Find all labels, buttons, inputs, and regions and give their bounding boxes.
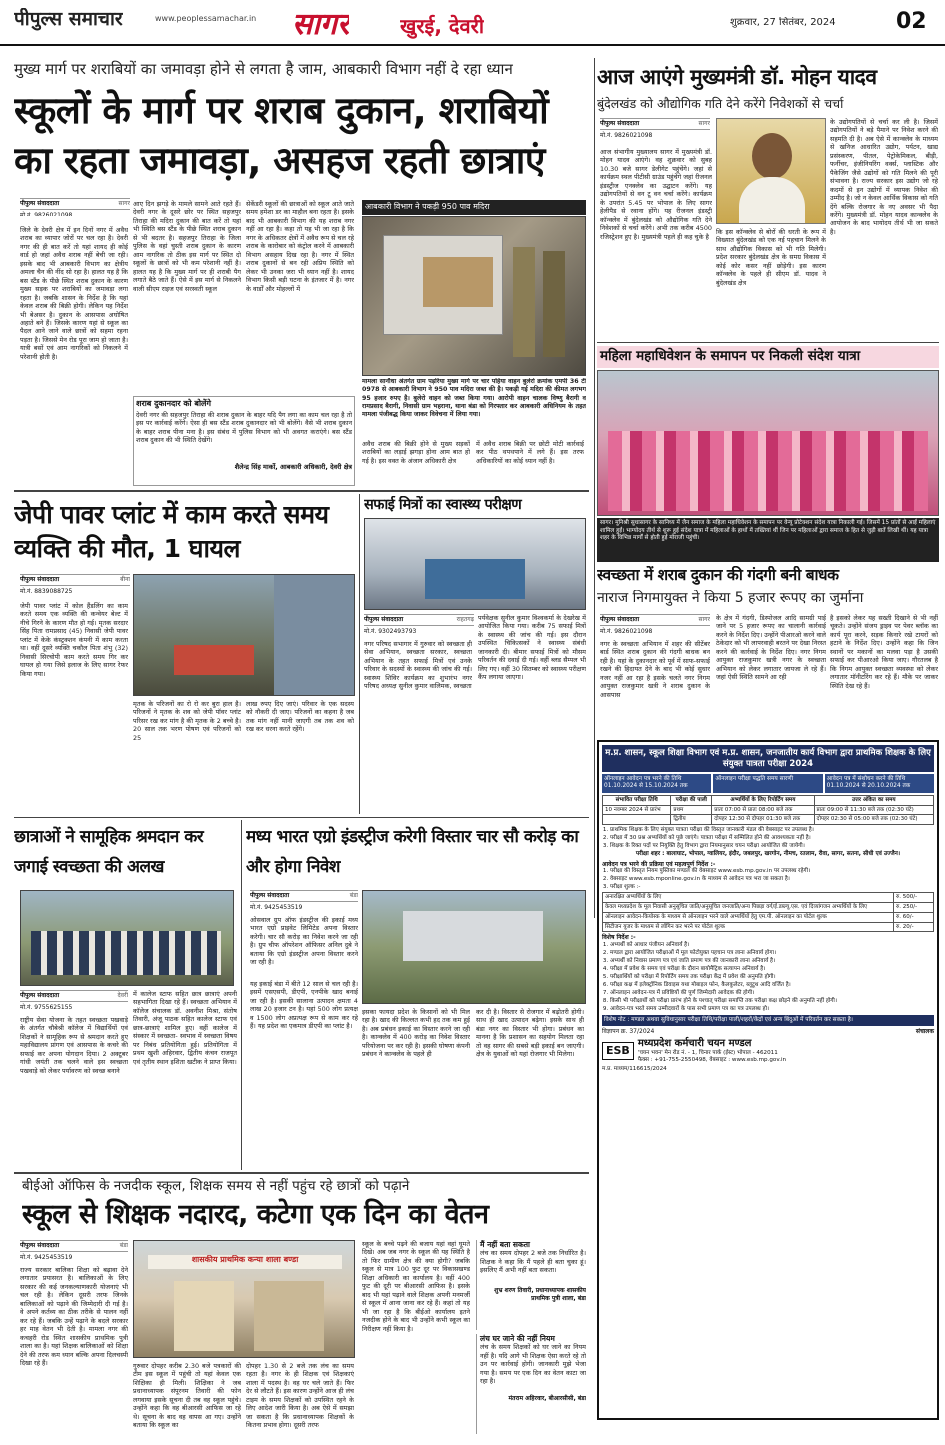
agro-byline: पीपुल्स संवाददाता बंडा मो.नं. 9425453519 [250, 892, 358, 911]
city-name: सागर [292, 7, 350, 42]
agro-headline: मध्य भारत एग्रो इंडस्ट्रीज करेगी विस्तार चार सौ करोड़ का और होगा निवेश [246, 827, 579, 877]
shram-byline: पीपुल्स संवाददाता देवरी मो.नं. 9755625155 [20, 992, 128, 1011]
teacher-col-1: राज्य सरकार बालिका शिक्षा को बढ़ावा देने लगातार प्रयासरत है। बालिकाओं के लिए सरकार की कई जनकल्याणकारी योजनाएं भी चल रही है। लेकिन दूसरी तरफ जिनके बालिकाओं को पढ़ाने की जिम्मेदारी दी गई है। वे अपने कर्तव्य का ठीक तरीके से पालन नहीं कर रहे हैं। जबकि उन्हें पढ़ाने के बदले सरकार हर माह वेतन भी देती है। मामला नगर की कचहरी रोड स्थित शासकीय प्राथमिक पुत्री शाला का है। यहां शिक्षक बालिकाओं को शिक्षा देने की तरफ कम ध्यान बल्कि अपना दिलचस्पी दिखा रहे हैं। [20, 1266, 128, 1367]
excise-box-text: देवरी नगर की सहजपुर तिराहा की शराब दुकान के बाहर यदि पैग लगा का काम चल रहा है तो इस पर कार्रवाई करेंगे। ऐसा ही बस स्टैंड शराब दुकानदार को भी बोलेंगे। वैसे भी शराब दुकान के बाहर शराब पीना मना है। इस संबंध में पुलिस विभाग को भी अवगत कराएंगे। बस स्टैंड शराब दुकान की भी स्थिति देखेंगे। [136, 411, 352, 445]
shram-photo [20, 890, 234, 986]
safai-photo [364, 518, 586, 610]
shram-col-2: में कालेज स्टाफ सहित छात्र छात्राएं अपनी सहभागिता दिखा रहे हैं। स्वच्छता अभियान में कॉलेज संचालक डॉ. अवनीश मिश्रा, संतोष तिवारी, अंजू पाठक सहित कालेज स्टाफ एवं छात्र-छात्राएं शामिल हुए। वहीं कालेज में संस्कार में स्वच्छता- स्वभाव में स्वच्छता विषय पर निबंध प्रतियोगिता हुई। प्रतियोगिता में प्रथम खुशी अहिरवार, द्वितीय कंचन राजपूत एवं तृतीय स्थान इशिता खटीक ने प्राप्त किया। [133, 990, 237, 1066]
cm-portrait [716, 118, 826, 224]
raid-caption: मामला सानौधा अंतर्गत ग्राम पड़रिया मुख्य मार्ग पर चार पहिया वाहन बुलेरो क्रमांक एमपी 36 टी 0978 से आबकारी विभाग ने 950 पाव मदिरा जब्त की है। पकड़ी गई मदिरा की कीमत लगभग 95 हजार रुपए है। बुलेरो वाहन को जब्त किया गया। आरोपी वाहन चालक विष्णु बैरागी व रामप्रसाद बैरागी, निवासी ग्राम भहराना, थाना बंडा को गिरफ्तार कर आबकारी अधिनियम के तहत मामला पंजीबद्ध किया जाकर विवेचना में लिया गया। [362, 378, 586, 419]
lead-col-1: जिले के देवरी क्षेत्र में इन दिनों नगर में अवैध शराब का व्यापार जोरों पर चल रहा है। देवरी नगर की ही बात करें तो यहां शायद ही कोई वार्ड हो जहां अवैध शराब नहीं बेची जा रही। इसके बाद भी आबकारी विभाग का क्षेत्रीय अमला चैन की नींद सो रहा है। हालत यह है कि बस स्टैंड के पीछे स्थित शराब दुकान के कारण मुख्य सड़क पर शराबियों का जमावड़ा लगा रहता है। जबकि शासन के निर्देश है कि यहां केवल शराब की बिक्री होगी। लेकिन यह निर्देश भी बेअसर है। दुकान के आसपास अघोषित अहाते बने हैं। जिसके कारण यहां से स्कूल का पैदल आने जाने वाले छात्रों को सहमा रहना पड़ता है। जिससे मेन रोड पूरा जाम हो जाता है। यात्री बसों एवं आम नागरिकों को निकलने में परेशानी होती है। [20, 226, 128, 361]
officer-figure [543, 251, 565, 357]
ad-ref: विज्ञापन क्र. 37/2024 [602, 1028, 655, 1036]
ad-address: 'चयन भवन' मेन रोड नं. - 1, चिनार पार्क (ईस्ट) भोपाल - 462011 [637, 1050, 778, 1057]
safai-col-1: नगर परिषद सभागार में गुरुवार को स्वच्छता ही सेवा अभियान, स्वच्छता सरकार, स्वच्छता अभियान के तहत सफाई मित्रों एवं उनके परिवार के सदस्यों के स्वास्थ्य की जांच की गई। स्वास्थ्य शिविर कार्यक्रम का शुभारंभ नगर परिषद अध्यक्ष सुनील कुमार वालिमक, स्वच्छता [364, 640, 472, 691]
cm-byline: पीपुल्स संवाददाता सागर मो.नं. 9826021098 [600, 120, 710, 139]
excise-box [133, 396, 355, 486]
newspaper-logo: पीपुल्स समाचार [14, 8, 123, 30]
fee-table [602, 892, 934, 933]
teacher-kicker: बीईओ ऑफिस के नजदीक स्कूल, शिक्षक समय से नहीं पहुंच रहे छात्रों को पढ़ाने [22, 1178, 410, 1194]
teacher-col-2: गुरुवार दोपहर करीब 2.30 बजे पत्रकारों की टीम इस स्कूल में पहुंची तो यहां केवल एक शिक्षिका ही मिली। शिक्षिका ने जब प्रधानाध्यापक संपूरनम तिवारी की फोन लगवाया इसके सूचना दी तब वह स्कूल पहुंचे। उन्होंने कहा कि वह बीआरसी आफिस जा रहे थे। सूचना के बाद वह वापस आ गए। उन्होंने बताया कि स्कूल का [133, 1362, 241, 1430]
cm-col-1: आज संभागीय मुख्यालय सागर में मुख्यमंत्री डॉ. मोहन यादव आएंगे। वह शुक्रवार को सुबह 10.30 बजे सागर डेलीगेट पहुंचेंगे। जहां से कार्यक्रम स्थल पीटीसी ग्राउंड पहुंचेंगे जहां रीजनल इंडस्ट्रीज एनक्लेव का उद्घाटन करेंगे। यह उद्योगपतियों से वन टू वन चर्चा करेंगे। कार्यक्रम के उपरांत 5.45 पर भोपाल के लिए सागर हेलीपैड से रवाना होंगे। यह रीजनल इंडस्ट्री कॉन्क्लेव में बुंदेलखंड को औद्योगिक गति देने निवेशकों से चर्चा करेंगे। अभी तक करीब 4500 रजिस्ट्रेशन हुए है। मुख्यमंत्री पहले ही कह चुके है [600, 148, 712, 241]
esb-logo: ESB [602, 1042, 634, 1060]
table-row: सिटीजन यूजर के माध्यम से लॉगिन कर भरने पर पोर्टल शुल्क रु. 20/- [603, 922, 934, 932]
byline-phone: मो.नं. 9826021098 [20, 211, 73, 216]
officer-figure [513, 247, 535, 357]
ad-centers: परीक्षा शहर : बालाघाट, भोपाल, ग्वालियर, इंदौर, जबलपुर, खरगोन, नीमच, रतलाम, रीवा, सागर, सतना, सीधी एवं उज्जैन। [635, 851, 901, 858]
exam-advertisement [597, 740, 939, 1420]
mahila-headline: महिला महाधिवेशन के समापन पर निकली संदेश यात्रा [597, 346, 939, 368]
agro-col-3: इसका फायदा प्रदेश के किसानों को भी मिल रहा है। खाद की किल्लत कभी हद तक कम हुई है। अब प्रबंधन इकाई का विस्तार करने जा रही है। कान्क्लेव में 400 करोड़ का निवेश विस्तार परियोजना पर कर रही है। इसकी घोषणा कंपनी प्रबंधन ने कान्क्लेव के पहले ही [362, 1008, 470, 1059]
exam-schedule-table: संभावित परीक्षा तिथि परीक्षा की पाली अभ्यर्थियों के लिए रिपोर्टिंग समय उत्तर अंकित का समय 10 नवम्बर 2024 से प्रारंभ प्रथम प्रातः 07:00 से प्रातः 08:00 बजे तक प्रातः 09:00 से 11:30 बजे तक (02:30 घंटे) द्वितीय दोपहर 12:30 से दोपहर 01:30 बजे तक दोपहर 02:30 से 05:00 बजे तक (02:30 घंटे) [602, 795, 934, 826]
jp-col-3: लाख रुपए दिए जाएं। परिवार के एक सदस्य को नौकरी दी जाए। परिजनों का कहना है जब तक मांग नहीं मानी जाएगी तब तक शव को रख कर धरना करते रहेंगे। [246, 700, 354, 734]
website-url[interactable]: www.peoplessamachar.in [155, 14, 257, 23]
teacher-col-4: स्कूल के बच्चे पढ़ने की बजाय यहां वहां घूमते दिखे। अब जब नगर के स्कूल की यह स्थिति है तो फिर ग्रामीण क्षेत्र की क्या होगी? जबकि स्कूल से मात्र 100 फुट दूर पर विकासखण्ड शिक्षा अधिकारी का कार्यालय है। वहीं 400 फुट की दूरी पर बीआरसी आफिस है। इसके बाद भी यहां पढ़ाने वाले शिक्षक अपनी मनमर्जी से स्कूल में आना जाना कर रहे हैं। कहां तो यह भी जा रहा है कि बीईओ कार्यालय इतने नजदीक होने के बाद भी उन्होंने कभी स्कूल का निरीक्षण नहीं किया है। [362, 1240, 470, 1333]
ad-rules: 1. अभ्यर्थी को आधार पंजीयन अनिवार्य है। 2. मण्डल द्वारा आयोजित परीक्षाओं में मूल फोटोयुक्त पहचान पत्र लाना अनिवार्य होगा। 3. अभ्यर्थी को निवास प्रमाण पत्र एवं जाति प्रमाण पत्र की जानकारी लाना अनिवार्य है। 4. परीक्षा में प्रवेश के समय एवं परीक्षा के दौरान बायोमैट्रिक सत्यापन अनिवार्य है। 5. परीक्षार्थियों को परीक्षा में रिपोर्टिंग समय तक परीक्षा केंद्र में प्रवेश की अनुमति होगी। 6. परीक्षा कक्ष में इलेक्ट्रॉनिक डिवाइस यथा मोबाइल फोन, कैलकुलेटर, ब्लूटूथ आदि वर्जित है। 7. ऑनलाइन आवेदन-पत्र में प्रविष्टियों की पूर्ण जिम्मेदारी आवेदक की होगी। 8. किसी भी परीक्षार्थी को परीक्षा प्रारंभ होने के पश्चात् परीक्षा समाप्ति तक परीक्षा कक्ष छोड़ने की अनुमति नहीं होगी। 9. आवेदन-पत्र भरते समय उम्मीदवारों के पास सभी प्रमाण पत्र का पत्र उपलब्ध हो। [602, 942, 934, 1013]
jp-col-2: मृतक के परिजनों का रो रो कर बुरा हाल है। परिजनों ने मृतक के शव को जेपी पॉवर प्लांट परिसर रख कर मांग है की मृतक के 2 बच्चे है। 20 साल तक भरण पोषण एवं परिजनों को 25 [133, 700, 241, 742]
page-number: 02 [896, 9, 927, 34]
school-photo [133, 1240, 355, 1358]
lead-headline: स्कूलों के मार्ग पर शराब दुकान, शराबियों का रहता जमावड़ा, असहज रहती छात्राएं [14, 89, 549, 182]
agro-col-4: कर दी है। विस्तार से रोजगार में बढ़ोतरी होगी। साथ ही खाद उत्पादन बढ़ेगा। इसके साथ ही बंडा नगर का विस्तार भी होगा। प्रबंधन का मानना है कि प्रशासन का सहयोग मिलता रहा तो वह सागर की सबसे बड़ी इकाई बन जाएगी। क्षेत्र के युवाओं को यहां रोजगार भी मिलेगा। [476, 1008, 584, 1059]
table-row: 10 नवम्बर 2024 से प्रारंभ प्रथम प्रातः 07:00 से प्रातः 08:00 बजे तक प्रातः 09:00 से 11:30 बजे तक (02:30 घंटे) [603, 805, 934, 815]
cm-subheadline: बुंदेलखंड को औद्योगिक गति देने करेंगे निवेशकों से चर्चा [597, 96, 844, 111]
ad-contact[interactable]: फैक्स : +91-755-2550498, वेबसाइट : www.esb.mp.gov.in [637, 1057, 787, 1064]
swachh-col-2: के क्षेत्र में गंदगी, डिस्पोजल आदि सामग्री पाई जाने पर 5 हजार रूपए का चालानी कार्रवाई करने के निर्देश दिए। उन्होंने पीआरओ करने वाले ठेकेदार को भी लापरवाही बरतने पर देखा निरस्त करने की कार्रवाई के निर्देश दिए। नगर निगम आयुक्त राजकुमार खत्री नगर के स्वच्छता अभियान को लेकर लगातार जायजा ले रहे हैं। जहां ऐसी स्थिति सामने आ रही [716, 614, 826, 682]
ad-board: मध्यप्रदेश कर्मचारी चयन मण्डल [637, 1037, 752, 1049]
jp-byline: पीपुल्स संवाददाता बीना मो.नं. 8839088725 [20, 576, 130, 595]
raid-header: आबकारी विभाग ने पकड़ी 950 पाव मदिरा [362, 200, 586, 215]
factory-sheds [403, 911, 543, 961]
ad-notes: 1. प्राथमिक शिक्षक के लिए संयुक्त पात्रता परीक्षा की विस्तृत जानकारी मंडल की वेबसाइट पर उपलब्ध है। 2. परीक्षा में 30 प्रश्न अभ्यर्थियों को पूछे जाएंगे। पात्रता परीक्षा में सम्मिलित होने की आवश्यकता नहीं है। 3. शिक्षक के रिक्त पदों पर नियुक्ति हेतु विभाग द्वारा नियमानुसार चयन परीक्षा आयोजित की जायेगी। [602, 827, 934, 850]
excise-box-title: शराब दुकानदार को बोलेंगे [136, 399, 211, 408]
table-row: द्वितीय दोपहर 12:30 से दोपहर 01:30 बजे तक दोपहर 02:30 से 05:00 बजे तक (02:30 घंटे) [603, 815, 934, 825]
students-group [31, 931, 221, 975]
school-building [174, 1281, 234, 1351]
agro-col-1: ओसवाल ग्रुप ऑफ इंडस्ट्रीज की इकाई मध्य भारत एग्रो प्राइवेट लिमिटेड अपना विस्तार करेगी। चार सौ करोड़ का निवेश करने जा रही है। ग्रुप चीफ ऑपरेशन ऑफिसर अनिल दुबे ने बताया कि एग्रो इंडस्ट्रीज अपना विस्तार करने जा रही है। [250, 916, 358, 967]
table-row: केवल मध्यप्रदेश के मूल निवासी अनुसूचित जाति/अनुसूचित जनजाति/अन्य पिछड़ा वर्ग/ई.डब्ल्यू.एस. एवं दिव्यांगजन अभ्यर्थियों के लिए रु. 250/- [603, 902, 934, 912]
swachh-byline: पीपुल्स संवाददाता सागर मो.नं. 9826021098 [600, 616, 710, 635]
ad-number: म.प्र. माध्यम/116615/2024 [602, 1066, 667, 1073]
shram-col-1: राष्ट्रीय सेवा योजना के तहत स्वच्छता पखवाड़े के अंतर्गत चौबेश्री कॉलेज में विद्यार्थियों एवं शिक्षकों ने सामूहिक रूप से श्रमदान करते हुए महाविद्यालय प्रांगण एवं आसपास के कचरे की सफाई कर अपना योगदान दिया। 2 अक्टूबर गांधी जयंती तक चलने वाले इस स्वच्छता पखवाड़े को लेकर पर्यावरण को स्वच्छ बनाने [20, 1016, 128, 1075]
ad-howto: आवेदन पत्र भरने की प्रक्रिया एवं महत्वपूर्ण निर्देश :- [602, 860, 716, 868]
cm-headline: आज आएंगे मुख्यमंत्री डॉ. मोहन यादव [597, 65, 877, 89]
ad-footnote: विशेष नोट : मण्डल अथवा सुविधानुसार परीक्षा तिथि/परीक्षा पाली/शहरों/केंद्रों एवं अन्य बिंदुओं में परिवर्तन कर सकता है। [602, 1015, 934, 1026]
raid-col-2: में अवैध शराब बिक्री पर छोटी मोटी कार्रवाई कर पीठ थपथपाने में लगे हैं। इस तरफ अधिकारियों का कोई ध्यान नहीं है। [476, 440, 584, 465]
cm-kurta [739, 177, 805, 224]
issue-date: शुक्रवार, 27 सितंबर, 2024 [730, 17, 836, 28]
lead-kicker: मुख्य मार्ग पर शराबियों का जमावड़ा होने से लगता है जाम, आबकारी विभाग नहीं दे रहा ध्यान [14, 60, 513, 78]
swachh-headline: स्वच्छता में शराब दुकान की गंदगी बनी बाधक [597, 566, 839, 584]
mahila-photo [597, 370, 939, 516]
jp-col-1: जेपी पावर प्लांट में कोल हैंडलिंग का काम करते समय एक व्यक्ति की कन्वेयर बेल्ट में नीचे गिरने के कारण मौत हो गई। मृतक सरदार सिंह पिता रामप्रसाद (45) निवासी जेपी पावर प्लांट में केके कंस्ट्रक्शन कंपनी में काम करता था। वहीं दूसरे व्यक्ति चकौल पिता शंभु (32) निवासी सिरचोपी काम करते समय गिर कर घायल हो गया जिसे इलाज के लिए सागर रेफर किया गया। [20, 602, 128, 678]
safai-headline: सफाई मित्रों का स्वास्थ्य परीक्षण [364, 497, 522, 513]
school-gate [254, 1281, 324, 1351]
cm-col-3: के उद्योगपतियों से चर्चा कर ली है। जिसमें उद्योगपतियों ने बड़े पैमाने पर निवेश करने की सहमति दी है। अब ऐसे में कान्क्लेव के माध्यम से खनिज आधारित उद्योग, पर्यटन, खाद्य प्रसंस्करण, पीतल, पेट्रोकेमिकल, बीड़ी, फर्नीचर, इंजीनियरिंग वर्क्स, प्लास्टिक और पैकेजिंग जैसे उद्योगों को गति मिलने की पूरी संभावना है। राज्य सरकार इस उद्योग जो रहे कदमों से इन उद्योगों में व्यापक निवेश की उम्मीद है। जो न केवल आर्थिक विकास को गति देंगे बल्कि रोजगार के नए अवसर भी पैदा करेंगे। मुख्यमंत्री डॉ. मोहन यादव कान्क्लेव के आयोजन के बाद भायोदय तीर्थ भी जा सकते है। [830, 118, 938, 236]
safai-col-2: पर्यवेक्षक सुनील कुमार विश्वकर्मा के देखरेख में आयोजित किया गया। करीब 75 सफाई मित्रों के स्वास्थ्य की जांच की गई। इस दौरान उपस्थित चिकित्सकों ने स्वास्थ्य संबंधी जानकारी दी। बीमार सफाई मित्रों को मौसम परिवर्तन की दवाई दी गई। वहीं ब्लड सैम्पल भी लिए गए। वहीं 30 सितम्बर को स्वास्थ्य परीक्षण कैंप लगाया जाएगा। [478, 614, 586, 682]
masthead [0, 0, 945, 46]
jp-photo [133, 574, 355, 696]
agro-col-2: यह इकाई बंडा में बीते 12 साल से चल रही है। इसमें एसएसपी, डीएपी, एनपीके खाद बनाई जा रही है। इसकी सालाना उत्पादन क्षमता 4 लाख 20 हजार टन है। यहां 500 लोग प्रत्यक्ष व 1500 लोग अप्रत्यक्ष रूप से काम कर रहे हैं। यह प्रदेश का एकमात्र डीएपी का प्लांट है। [250, 980, 358, 1031]
cm-face [752, 133, 792, 179]
sub-city: खुरई, देवरी [400, 14, 485, 38]
ad-special: विशेष निर्देश :- [602, 934, 636, 942]
ad-date-3: आवेदन पत्र में संशोधन करने की तिथि 01.10.2024 से 20.10.2024 तक [825, 774, 934, 792]
lead-col-2: आए दिन झगड़े के मामले सामने आते रहते हैं। देवरी नगर के दूसरे छोर पर स्थित सहजपुर तिराहा की मदिरा दुकान की बात करें तो यहां भी स्थिति बस स्टैंड के पीछे स्थित शराब दुकान से भी बदतर है। सहजपुर तिराहा के जिला पुलिस के वहां चुस्ती शराब दुकान के कारण आम नागरिक तो ठीक इस मार्ग पर स्थित दो स्कूलों के छात्रों को भी कम परेशानी नहीं है। हालत यह है कि मुख्य मार्ग पर ही शराबी पैग लगाते बैठे जाते हैं। ऐसे में इस मार्ग से निकलने वाली सीएम राइज एवं सरस्वती स्कूल [133, 200, 241, 293]
ad-date-1: ऑनलाइन आवेदन पत्र भरने की तिथि 01.10.2024 से 15.10.2024 तक [602, 774, 711, 792]
agro-plant-photo [362, 890, 586, 1004]
principal-quote: मैं नहीं बता सकता लंच का समय दोपहर 2 बजे तक निर्धारित है। शिक्षक ने कहा कि मैं पहले ही बता चुका हूं। इसलिए मैं अभी नहीं बता सकता। शुभ्र शरण तिवारी, प्रधानाध्यापक शासकीय प्राथमिक पुत्री शाला, बंडा [476, 1240, 586, 1330]
women-procession [608, 431, 928, 511]
ad-steps: 1. परीक्षा की विस्तृत नियम पुस्तिका मण्डल की वेबसाइट www.esb.mp.gov.in पर उपलब्ध रहेगी। 2. वेबसाइट www.esb.mponline.gov.in के माध्यम से आवेदन पत्र भरा जा सकता है। 3. परीक्षा शुल्क :- [602, 868, 934, 891]
jp-headline: जेपी पावर प्लांट में काम करते समय व्यक्ति की मौत, 1 घायल [14, 500, 329, 563]
mahila-caption: सागर। मुनिश्री सुधासागर के सानिध्य में जैन समाज के महिला महाधिवेशन के समापन पर वेन्यू प्रोटेक्शन संदेश यात्रा निकाली गई। जिसमें 15 प्रांतों से आईं महिलाएं शामिल हुईं। भाग्योदय तीर्थ से शुरू हुई संदेश यात्रा में महिलाओं के हाथों में तख्तियां थीं जिन पर महिलाओं द्वारा समाज के हित से जुड़ी बातें लिखी थीं। यह यात्रा शहर के विभिन्न मार्गों से होती हुई मोराजी पहुंची। [597, 518, 939, 562]
health-camp-table [425, 559, 525, 599]
byline-place: सागर [118, 200, 130, 207]
teacher-col-3: दोपहर 1.30 से 2 बजे तक लंच का समय रहता है। नगर के ही शिक्षक एवं शिक्षकाएं शाला में पदस्थ है। वह घर चले जाते हैं। फिर देर से लौटते हैं। इस कारण उन्होंने आज ही लंच टाइम के समय शिक्षकों को उपस्थित रहने के लिए आदेश जारी किया है। अब ऐसे में समझा जा सकता है कि प्रधानाध्यापक शिक्षकों के कितना प्रभाव होगा। दूसरी तरफ [246, 1362, 354, 1430]
brcc-quote: लंच घर जाने की नहीं नियम लंच के समय शिक्षकों को घर जाने का नियम नहीं है। यदि आगे भी शिक्षक ऐसा करते रहे तो उन पर कार्रवाई होगी। जानकारी मुझे भेजा गया है। समय पर एक दिन का वेतन काटा जा रहा है। मंतराम अहिरवार, बीआरसीसी, बंडा [476, 1334, 586, 1434]
crowd-figure [174, 645, 254, 675]
safai-byline: पीपुल्स संवाददाता राहतगढ़ मो.नं. 9302493793 [364, 616, 474, 635]
swachh-col-1: नगर के स्वच्छता अभियान में शहर की सीटेंबर बार्ड स्थित शराब दुकान की गंदगी बाधक बन रही है। यहां के दुकानदार को पूर्व में साफ-सफाई रखने की हिदायत देने के बाद भी कोई सुधार नजर नहीं आ रहा है इसके चलते नगर निगम आयुक्त राजकुमार खत्री ने शराब दुकान के आसपास [600, 640, 710, 699]
lead-col-3: सेकेंडरी स्कूलों की छात्राओं को स्कूल आते जाते समय हमेशा डर का माहौल बना रहता है। इसके बाद भी आबकारी विभाग की यह शराब नगर नहीं आ रहा है। कहा तो यह भी जा रहा है कि नगर के अधिकतर क्षेत्रों में अवैध रूप से चल रहे शराब के कारोबार को कंट्रोल करने में आबकारी विभाग असहाय दिख रहा है। नगर में स्थित शराब दुकानों से बन रही अप्रिय स्थिति को लेकर भी उनका जरा भी ध्यान नहीं है। शायद विभाग किसी बड़ी घटना के इंतजार में है। नगर के वार्डों और मोहल्लों में [246, 200, 354, 293]
liquor-cartons-image [423, 257, 493, 307]
swachh-subheadline: नाराज निगमायुक्त ने किया 5 हजार रूपए का जुर्माना [597, 590, 864, 606]
ad-sanchalak: संचालक [915, 1028, 934, 1036]
byline-name: पीपुल्स संवाददाता [20, 200, 60, 207]
ad-title: म.प्र. शासन, स्कूल शिक्षा विभाग एवं म.प्र. शासन, जनजातीय कार्य विभाग द्वारा प्राथमिक शिक्षक के लिए संयुक्त पात्रता परीक्षा 2024 [602, 745, 934, 772]
table-row: ऑनलाइन आवेदन-कियोस्क के माध्यम से ऑनलाइन भरने वाले अभ्यर्थियों हेतु एम.पी. ऑनलाइन का पोर्टल शुल्क रु. 60/- [603, 912, 934, 922]
raid-photo [362, 216, 586, 376]
ad-date-2: ऑनलाइन परीक्षा पद्धति समय सारणी [713, 774, 822, 792]
plant-building [274, 575, 354, 695]
table-row: अनारक्षित अभ्यर्थियों के लिए रु. 500/- [603, 892, 934, 902]
swachh-col-3: है इसको लेकर यह सख्ती दिखाने से भी नहीं चूकते। उन्होंने संजय ड्राइव पर पेवर ब्लॉक का कार्य पूरा करने, सड़क किनारे रखे टायरों को हटाने के निर्देश दिए। उन्होंने कहा कि जिन स्थानों पर मकानों का मलवा पड़ा है उसकी सफाई कर पीआरओ किया जाए। गौरतलब है कि निगम आयुक्त स्वच्छता व्यवस्था को लेकर लगातार मॉनीटरिंग कर रहे हैं। मौके पर जाकर स्थिति देख रहे हैं। [830, 614, 938, 690]
lead-byline [20, 198, 130, 216]
teacher-byline: पीपुल्स संवाददाता बंडा मो.नं. 9425453519 [20, 1242, 128, 1261]
excise-box-sign: शैलेन्द्र सिंह मार्को, आबकारी अधिकारी, देवरी क्षेत्र [234, 463, 352, 471]
raid-col-1: अवैध शराब की बिक्री होने से मुख्य सड़कों शराबियों का लड़ाई झगड़ा होना आम बात हो गई है। इस वक्त के अंजान अधिकारी क्षेत्र [362, 440, 470, 465]
cm-col-2: कि इस कॉन्क्लेव से बोरों की धरती के रूप में विख्यात बुंदेलखंड को एक नई पहचान मिलने के साथ औद्योगिक विकास को भी गति मिलेगी। प्रदेश सरकार बुंदेलखंड क्षेत्र के समग्र विकास में कोई कोर कसर नहीं छोड़ेगी। इस कारण कॉन्क्लेव के पहले ही सीएम डॉ. यादव ने बुंदेलखंड क्षेत्र [716, 228, 826, 287]
teacher-headline: स्कूल से शिक्षक नदारद, कटेगा एक दिन का वेतन [22, 1199, 489, 1230]
shram-headline: छात्राओं ने सामूहिक श्रमदान कर जगाई स्वच्छता की अलख [14, 827, 204, 877]
school-signboard: शासकीय प्राथमिक कन्या शाला बण्डा [148, 1255, 342, 1269]
